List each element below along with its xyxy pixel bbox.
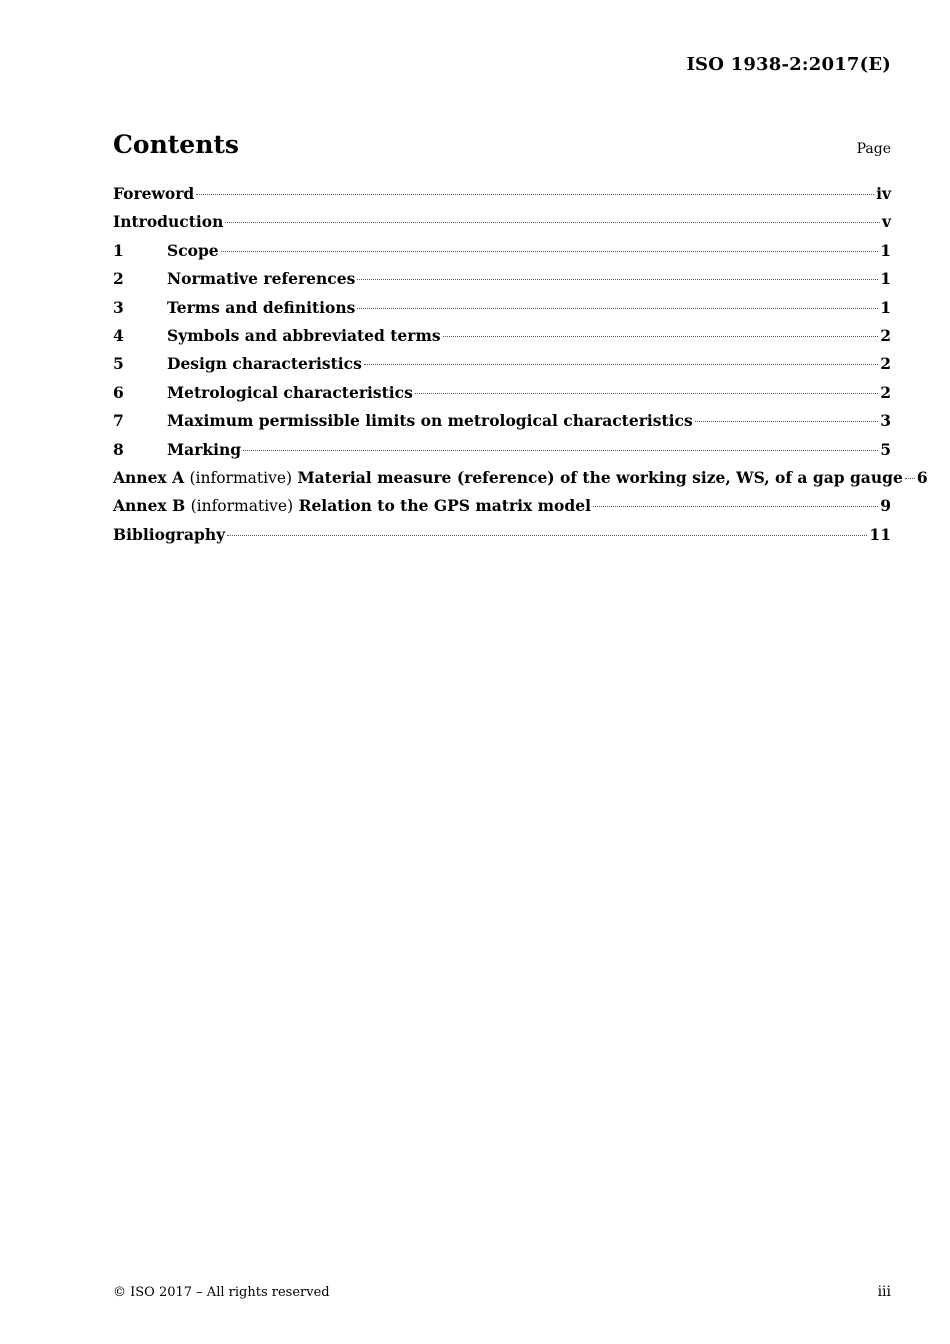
toc-entry-page: 1 [880, 240, 891, 260]
dot-leader [443, 336, 879, 337]
toc-entry-number: 6 [113, 382, 124, 402]
page-number: iii [877, 1284, 891, 1300]
toc-entry-introduction[interactable] [113, 212, 891, 240]
toc-entry-number: 5 [113, 354, 124, 374]
toc-entry-number: 4 [113, 325, 124, 345]
copyright-notice: © ISO 2017 – All rights reserved [113, 1285, 330, 1300]
dot-leader [357, 308, 878, 309]
toc-entry-symbols[interactable] [113, 326, 891, 354]
dot-leader [905, 478, 915, 479]
toc-entry-page: v [881, 212, 891, 232]
toc-entry-page: iv [876, 184, 891, 203]
toc-entry-title: Introduction [113, 212, 224, 232]
toc-entry-number: 7 [113, 411, 124, 431]
dot-leader [357, 279, 878, 280]
annex-label: Annex A [113, 467, 185, 487]
toc-entry-maximum-permissible-limits[interactable] [113, 411, 891, 439]
toc-entry-foreword[interactable] [113, 184, 891, 212]
annex-type: (informative) [189, 468, 293, 487]
toc-entry-number: 2 [113, 269, 124, 289]
contents-heading: Contents [113, 130, 240, 159]
toc-entry-number: 1 [113, 240, 124, 260]
toc-entry-title: Metrological characteristics [167, 382, 413, 402]
dot-leader [227, 535, 867, 536]
toc-entry-terms-and-definitions[interactable] [113, 298, 891, 326]
dot-leader [593, 506, 878, 507]
dot-leader [221, 251, 879, 252]
dot-leader [196, 194, 874, 195]
toc-entry-page: 5 [880, 439, 891, 459]
annex-title: Material measure (reference) of the working size, WS, of a gap gauge [297, 467, 903, 487]
toc-entry-title: Normative references [167, 269, 356, 289]
page-column-label: Page [856, 141, 891, 157]
toc-entry-page: 2 [880, 354, 891, 374]
dot-leader [415, 393, 878, 394]
toc-entry-page: 2 [880, 325, 891, 345]
toc-entry-annex-b[interactable] [113, 496, 891, 524]
dot-leader [243, 450, 878, 451]
toc-entry-scope[interactable] [113, 241, 891, 269]
toc-entry-bibliography[interactable] [113, 525, 891, 553]
toc-entry-title [113, 496, 591, 515]
toc-entry-title: Marking [167, 439, 242, 459]
toc-entry-page: 3 [880, 411, 891, 431]
toc-entry-title: Terms and definitions [167, 297, 356, 317]
toc-entry-title [113, 468, 903, 487]
document-id: ISO 1938-2:2017(E) [686, 54, 891, 75]
toc-entry-page: 9 [880, 496, 891, 516]
dot-leader [364, 364, 878, 365]
toc-entry-title: Foreword [113, 184, 195, 203]
toc-entry-design-characteristics[interactable] [113, 354, 891, 382]
toc-entry-number: 3 [113, 297, 124, 317]
toc-entry-title: Symbols and abbreviated terms [167, 325, 441, 345]
toc-entry-page: 1 [880, 269, 891, 289]
toc-entry-title: Bibliography [113, 524, 226, 544]
annex-label: Annex B [113, 496, 186, 516]
annex-title: Relation to the GPS matrix model [298, 496, 591, 516]
toc-entry-number: 8 [113, 439, 124, 459]
annex-type: (informative) [190, 497, 294, 516]
toc-entry-title: Design characteristics [167, 354, 362, 374]
toc-entry-title: Maximum permissible limits on metrological characteristics [167, 411, 693, 431]
toc-entry-page: 1 [880, 297, 891, 317]
toc-entry-page: 11 [869, 524, 891, 544]
toc-entry-metrological-characteristics[interactable] [113, 383, 891, 411]
toc-entry-annex-a[interactable] [113, 467, 928, 496]
toc-entry-marking[interactable] [113, 440, 891, 468]
toc-entry-page: 2 [880, 382, 891, 402]
toc-entry-title: Scope [167, 240, 219, 260]
toc-entry-normative-references[interactable] [113, 269, 891, 297]
table-of-contents [113, 184, 928, 553]
dot-leader [695, 421, 879, 422]
dot-leader [225, 222, 880, 223]
toc-entry-page: 6 [916, 467, 928, 487]
